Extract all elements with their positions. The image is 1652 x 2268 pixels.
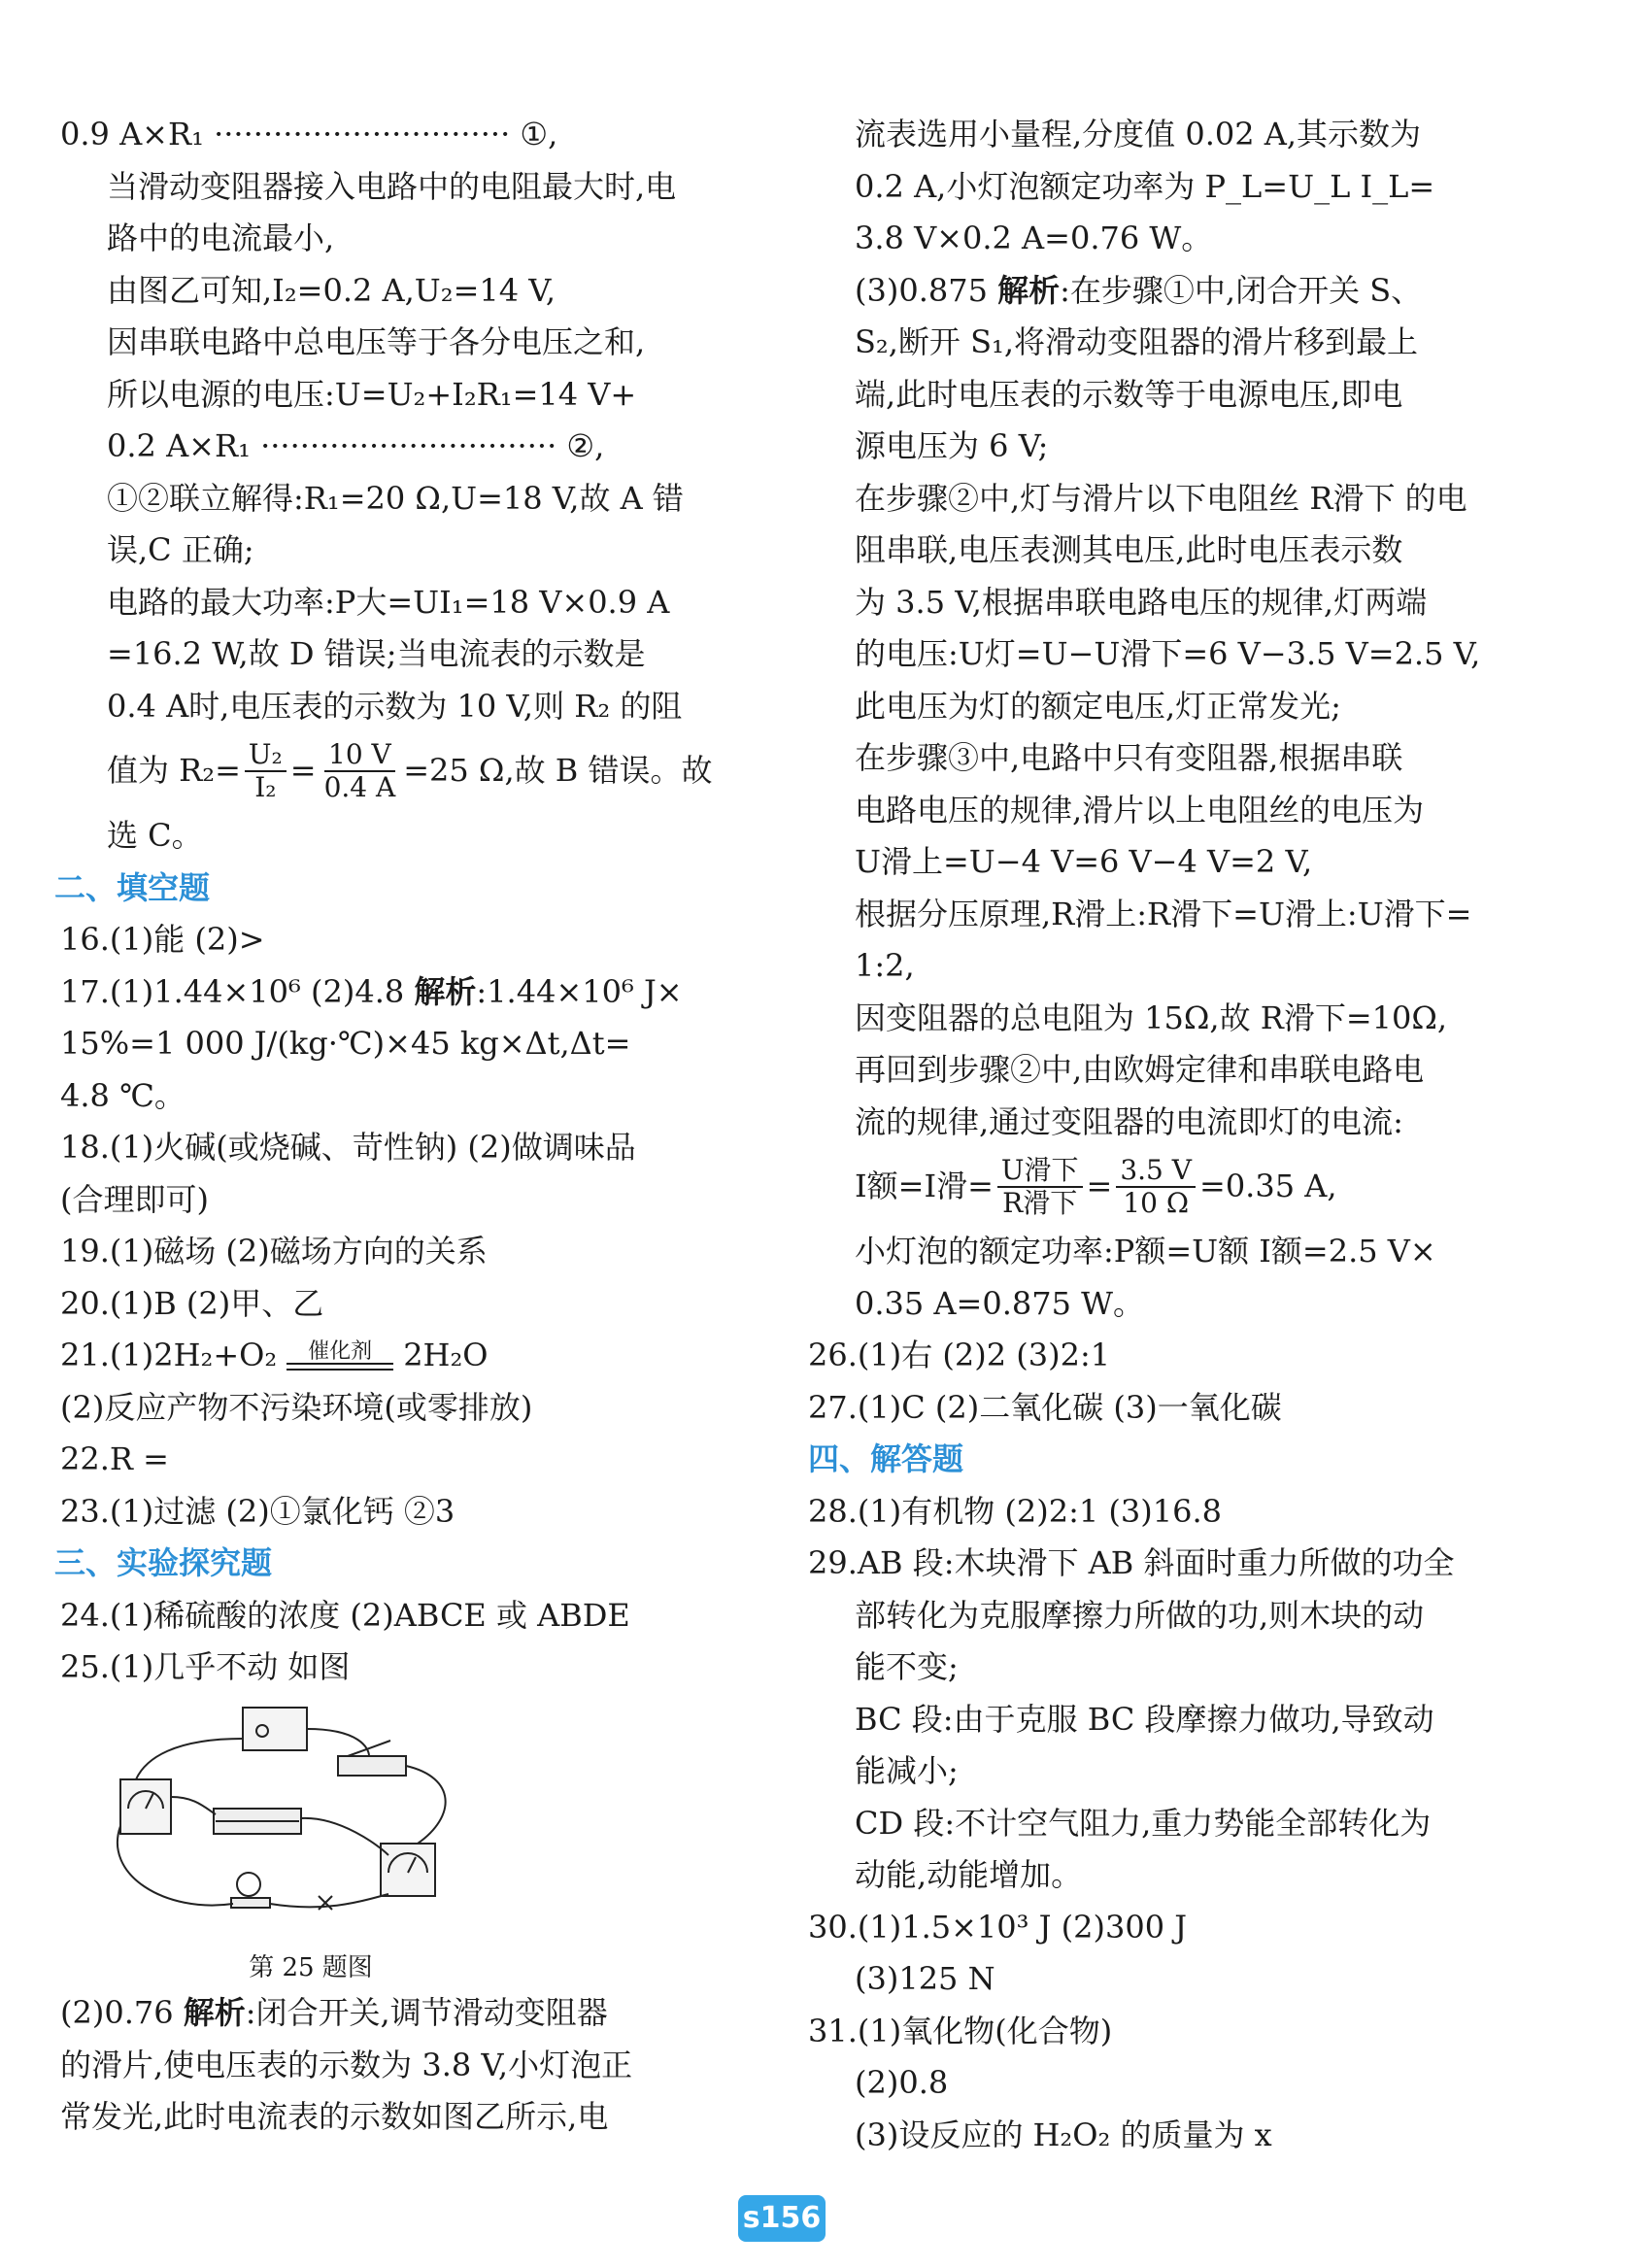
text-line: 所以电源的电压:U=U₂+I₂R₁=14 V+ <box>107 375 637 413</box>
text-line: S₂,断开 S₁,将滑动变阻器的滑片移到最上 <box>855 323 1419 360</box>
answer-line: 15%=1 000 J/(kg·℃)×45 kg×Δt,Δt= <box>60 1025 631 1062</box>
equation-text: 21.(1)2H₂+O₂ <box>60 1337 278 1373</box>
answer-line: 23.(1)过滤 (2)①氯化钙 ②3 <box>60 1492 455 1530</box>
formula-text: = <box>1086 1168 1113 1205</box>
text-line: 能不变; <box>855 1648 959 1685</box>
text-line: 再回到步骤②中,由欧姆定律和串联电路电 <box>855 1051 1425 1088</box>
reaction-arrow <box>287 1338 393 1371</box>
analysis-label: 解析 <box>997 271 1061 309</box>
text-line: 0.2 A,小灯泡额定功率为 P_L=U_L I_L= <box>855 167 1435 205</box>
text-line: =16.2 W,故 D 错误;当电流表的示数是 <box>107 635 646 672</box>
fraction-numerator: 3.5 V <box>1116 1155 1196 1188</box>
formula-text: =25 Ω,故 B 错误。故 <box>403 752 713 790</box>
text-line: 部转化为克服摩擦力所做的功,则木块的动 <box>855 1596 1425 1634</box>
right-column <box>808 109 1488 2161</box>
answer-line: 26.(1)右 (2)2 (3)2:1 <box>808 1337 1111 1373</box>
text-line: 0.4 A时,电压表的示数为 10 V,则 R₂ 的阻 <box>107 687 683 725</box>
circuit-diagram <box>107 1700 515 1933</box>
formula-text: 值为 R₂= <box>107 752 241 790</box>
switch-icon <box>338 1756 406 1776</box>
fraction <box>245 739 287 803</box>
answer-line: 4.8 ℃。 <box>60 1076 185 1114</box>
text-line: 阻串联,电压表测其电压,此时电压表示数 <box>855 531 1403 568</box>
formula-text: I额=I滑= <box>855 1168 994 1205</box>
equation-text: 2H₂O <box>403 1337 489 1373</box>
answer-line: 28.(1)有机物 (2)2:1 (3)16.8 <box>808 1492 1222 1530</box>
text-line: (3)125 N <box>855 1960 995 1997</box>
answer-line: 29.AB 段:木块滑下 AB 斜面时重力所做的功全 <box>808 1544 1455 1581</box>
answer-line: 22.R = <box>60 1440 169 1477</box>
text-line: 动能,动能增加。 <box>855 1856 1083 1893</box>
answer-line: 16.(1)能 (2)> <box>60 921 265 958</box>
fraction-denominator: 10 Ω <box>1123 1187 1190 1219</box>
fraction-numerator: U₂ <box>245 739 287 772</box>
answer-line <box>60 966 730 1019</box>
answer-text: :1.44×10⁶ J× <box>476 972 683 1010</box>
text-line: 选 C。 <box>107 817 203 854</box>
answer-text: (3)0.875 <box>855 271 998 309</box>
power-supply-icon <box>243 1708 307 1750</box>
answer-line: 18.(1)火碱(或烧碱、苛性钠) (2)做调味品 <box>60 1129 636 1166</box>
fraction-denominator: R滑下 <box>1002 1187 1078 1219</box>
text-line: 0.2 A×R₁ ······························ ②, <box>107 427 605 464</box>
answer-text: 17.(1)1.44×10⁶ (2)4.8 <box>60 972 415 1010</box>
section-heading: 四、解答题 <box>808 1440 964 1477</box>
section-heading: 二、填空题 <box>54 868 211 906</box>
text-line: (3)设反应的 H₂O₂ 的质量为 x <box>855 2116 1272 2153</box>
text-line: 此电压为灯的额定电压,灯正常发光; <box>855 687 1341 725</box>
text-line: 误,C 正确; <box>107 531 254 568</box>
left-column <box>54 109 730 2144</box>
page-number-badge: s156 <box>738 2195 826 2242</box>
answer-text: (2)0.76 <box>60 1994 184 2031</box>
answer-line: 20.(1)B (2)甲、乙 <box>60 1284 324 1322</box>
text-line: 1:2, <box>855 947 915 984</box>
text-line: 当滑动变阻器接入电路中的电阻最大时,电 <box>107 167 677 205</box>
catalyst-label: 催化剂 <box>308 1338 373 1364</box>
text-line: 因变阻器的总电阻为 15Ω,故 R滑下=10Ω, <box>855 999 1448 1036</box>
text-line: 为 3.5 V,根据串联电路电压的规律,灯两端 <box>855 583 1428 621</box>
answer-line: 常发光,此时电流表的示数如图乙所示,电 <box>60 2098 609 2135</box>
answer-line: (2)反应产物不污染环境(或零排放) <box>60 1388 533 1426</box>
text-line: 电路的最大功率:P大=UI₁=18 V×0.9 A <box>107 583 670 621</box>
fraction <box>997 1155 1083 1219</box>
analysis-label: 解析 <box>414 972 477 1010</box>
formula-text: = <box>289 752 317 790</box>
answer-line: 27.(1)C (2)二氧化碳 (3)一氧化碳 <box>808 1388 1282 1426</box>
answer-line: (合理即可) <box>60 1180 209 1218</box>
text-line: CD 段:不计空气阻力,重力势能全部转化为 <box>855 1804 1432 1842</box>
text-line: ①②联立解得:R₁=20 Ω,U=18 V,故 A 错 <box>107 479 684 517</box>
fraction-numerator: U滑下 <box>997 1155 1083 1188</box>
figure-caption: 第 25 题图 <box>249 1953 373 1982</box>
answer-line: 的滑片,使电压表的示数为 3.8 V,小灯泡正 <box>60 2046 633 2083</box>
text-line: 因串联电路中总电压等于各分电压之和, <box>107 323 646 360</box>
fraction-denominator: I₂ <box>254 771 277 803</box>
answer-line: 24.(1)稀硫酸的浓度 (2)ABCE 或 ABDE <box>60 1596 630 1634</box>
lamp-icon <box>237 1873 260 1896</box>
answer-line: 19.(1)磁场 (2)磁场方向的关系 <box>60 1233 488 1269</box>
answer-line: 25.(1)几乎不动 如图 <box>60 1648 351 1685</box>
answer-line: 31.(1)氧化物(化合物) <box>808 2012 1113 2049</box>
answer-line: 30.(1)1.5×10³ J (2)300 J <box>808 1908 1188 1946</box>
analysis-label: 解析 <box>183 1994 246 2031</box>
text-line: 在步骤②中,灯与滑片以下电阻丝 R滑下 的电 <box>855 479 1467 517</box>
text-line: 小灯泡的额定功率:P额=U额 I额=2.5 V× <box>855 1233 1436 1269</box>
text-line: (2)0.8 <box>855 2064 949 2101</box>
answer-text: :在步骤①中,闭合开关 S、 <box>1060 271 1423 309</box>
formula-text: =0.35 A, <box>1199 1168 1337 1205</box>
fraction <box>1116 1155 1196 1219</box>
text-line: 流的规律,通过变阻器的电流即灯的电流: <box>855 1102 1403 1140</box>
text-line: 流表选用小量程,分度值 0.02 A,其示数为 <box>855 116 1422 152</box>
fraction <box>320 739 400 803</box>
text-line: 源电压为 6 V; <box>855 427 1049 464</box>
text-line: 路中的电流最小, <box>107 220 335 256</box>
text-line: 在步骤③中,电路中只有变阻器,根据串联 <box>855 739 1403 776</box>
text-line: 端,此时电压表的示数等于电源电压,即电 <box>855 375 1403 413</box>
formula-line <box>808 1148 1488 1226</box>
equation-line <box>60 1330 730 1382</box>
text-line: 能减小; <box>855 1752 959 1789</box>
text-line: 0.9 A×R₁ ······························ ①, <box>60 116 558 152</box>
text-line: 由图乙可知,I₂=0.2 A,U₂=14 V, <box>107 271 556 309</box>
fraction-numerator: 10 V <box>324 739 395 772</box>
text-line: BC 段:由于克服 BC 段摩擦力做功,导致动 <box>855 1700 1434 1738</box>
text-line: U滑上=U−4 V=6 V−4 V=2 V, <box>855 843 1313 880</box>
section-heading: 三、实验探究题 <box>54 1544 273 1581</box>
text-line: 的电压:U灯=U−U滑下=6 V−3.5 V=2.5 V, <box>855 635 1481 672</box>
text-line: 3.8 V×0.2 A=0.76 W。 <box>855 220 1213 256</box>
fraction-denominator: 0.4 A <box>323 771 396 803</box>
text-line <box>808 265 1488 318</box>
text-line: 0.35 A=0.875 W。 <box>855 1284 1145 1322</box>
text-line: 根据分压原理,R滑上:R滑下=U滑上:U滑下= <box>855 895 1472 932</box>
text-line: 电路电压的规律,滑片以上电阻丝的电压为 <box>855 791 1425 829</box>
formula-line <box>60 732 730 810</box>
answer-text: :闭合开关,调节滑动变阻器 <box>245 1994 608 2031</box>
equals-sign <box>287 1363 393 1371</box>
answer-line <box>60 1987 730 2040</box>
